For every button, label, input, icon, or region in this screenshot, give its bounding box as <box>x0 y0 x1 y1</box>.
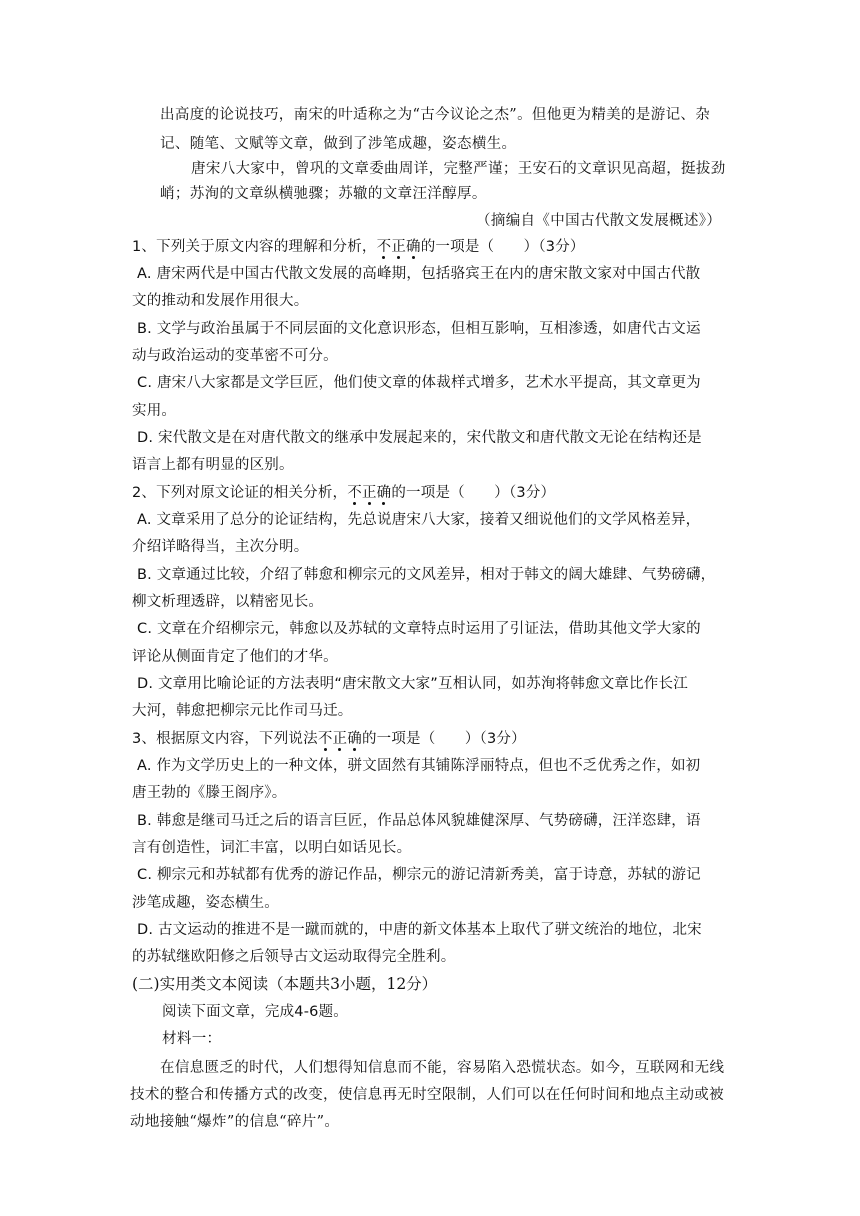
section-instruction: 阅读下面文章，完成4-6题。 <box>162 1004 348 1020</box>
option-b-line1: B. 韩愈是继司马迁之后的语言巨匠，作品总体风貌雄健深厚、气势磅礴，汪洋恣肆，语 <box>137 813 701 829</box>
intro-line: 唐宋八大家中，曾巩的文章委曲周详，完整严谨；王安石的文章识见高超，挺拔劲 <box>191 161 726 177</box>
option-c-line1: C. 唐宋八大家都是文学巨匠，他们使文章的体裁样式增多，艺术水平提高，其文章更为 <box>137 375 701 391</box>
option-a-line1: A. 文章采用了总分的论证结构，先总说唐宋八大家，接着又细说他们的文学风格差异， <box>137 512 701 528</box>
emphasis-char: 不 <box>376 239 392 255</box>
question-stem-text: 的一项是（ ）（3分） <box>391 485 556 501</box>
material-line: 在信息匮乏的时代，人们想得知信息而不能，容易陷入恐慌状态。如今，互联网和无线 <box>160 1060 725 1076</box>
material-line: 动地接触“爆炸”的信息“碎片”。 <box>130 1114 340 1130</box>
intro-line: 记、随笔、文赋等文章，做到了涉笔成趣，姿态横生。 <box>160 136 517 152</box>
option-c-line2: 实用。 <box>132 403 177 419</box>
option-d-line1: D. 宋代散文是在对唐代散文的继承中发展起来的，宋代散文和唐代散文无论在结构还是 <box>137 430 702 446</box>
option-b-line1: B. 文章通过比较，介绍了韩愈和柳宗元的文风差异，相对于韩文的阔大雄肆、气势磅礴， <box>137 567 716 583</box>
question-stem-text: 1、下列关于原文内容的理解和分析， <box>132 239 377 255</box>
option-a-line2: 文的推动和发展作用很大。 <box>132 293 309 309</box>
source-citation: （摘编自《中国古代散文发展概述》） <box>476 213 722 229</box>
question-1-stem <box>132 240 585 255</box>
emphasis-char: 不 <box>317 731 333 747</box>
option-c-line1: C. 文章在介绍柳宗元，韩愈以及苏轼的文章特点时运用了引证法，借助其他文学大家的 <box>137 621 701 637</box>
question-2-stem <box>132 486 555 501</box>
option-b-line1: B. 文学与政治虽属于不同层面的文化意识形态，但相互影响，互相渗透，如唐代古文运 <box>137 321 701 337</box>
question-stem-text: 2、下列对原文论证的相关分析， <box>132 485 348 501</box>
option-a-line1: A. 唐宋两代是中国古代散文发展的高峰期，包括骆宾王在内的唐宋散文家对中国古代散 <box>137 266 701 282</box>
option-a-line2: 介绍详略得当，主次分明。 <box>132 539 309 555</box>
option-a-line1: A. 作为文学历史上的一种文体，骈文固然有其铺陈浮丽特点，但也不乏优秀之作，如初 <box>137 758 701 774</box>
question-stem-text: 3、根据原文内容，下列说法 <box>132 731 318 747</box>
emphasis-not-correct <box>377 239 421 255</box>
option-c-line2: 评论从侧面肯定了他们的才华。 <box>132 649 338 665</box>
question-stem-text: 的一项是（ ）（3分） <box>420 239 585 255</box>
option-a-line2: 唐王勃的《滕王阁序》。 <box>132 785 287 801</box>
material-line: 技术的整合和传播方式的改变，使信息再无时空限制，人们可以在任何时间和地点主动或被 <box>130 1087 724 1103</box>
emphasis-char: 确 <box>347 731 362 747</box>
intro-line: 出高度的论说技巧，南宋的叶适称之为“古今议论之杰”。但他更为精美的是游记、杂 <box>160 107 711 123</box>
option-d-line2: 语言上都有明显的区别。 <box>132 457 294 473</box>
emphasis-not-correct <box>318 731 362 747</box>
option-b-line2: 言有创造性，词汇丰富，以明白如话见长。 <box>132 840 412 856</box>
option-c-line2: 涉笔成趣，姿态横生。 <box>132 895 279 911</box>
emphasis-char: 正 <box>332 731 348 747</box>
intro-line: 峭；苏洵的文章纵横驰骤；苏辙的文章汪洋醇厚。 <box>160 186 487 202</box>
question-stem-text: 的一项是（ ）（3分） <box>361 731 526 747</box>
option-d-line1: D. 文章用比喻论证的方法表明“唐宋散文大家”互相认同，如苏洵将韩愈文章比作长江 <box>137 676 688 692</box>
emphasis-char: 正 <box>361 485 377 501</box>
emphasis-char: 确 <box>376 485 392 501</box>
option-d-line1: D. 古文运动的推进不是一蹴而就的，中唐的新文体基本上取代了骈文统治的地位，北宋 <box>137 922 702 938</box>
option-b-line2: 动与政治运动的变革密不可分。 <box>132 348 338 364</box>
option-d-line2: 大河，韩愈把柳宗元比作司马迁。 <box>132 703 353 719</box>
option-d-line2: 的苏轼继欧阳修之后领导古文运动取得完全胜利。 <box>132 949 456 965</box>
section-heading: (二)实用类文本阅读（本题共3小题，12分） <box>132 975 438 993</box>
option-b-line2: 柳文析理透辟，以精密见长。 <box>132 594 324 610</box>
emphasis-char: 不 <box>347 485 362 501</box>
option-c-line1: C. 柳宗元和苏轼都有优秀的游记作品，柳宗元的游记清新秀美，富于诗意，苏轼的游记 <box>137 867 701 883</box>
emphasis-not-correct <box>347 485 391 501</box>
question-3-stem <box>132 732 526 747</box>
emphasis-char: 正 <box>391 239 407 255</box>
material-label: 材料一： <box>162 1031 222 1047</box>
emphasis-char: 确 <box>406 239 421 255</box>
